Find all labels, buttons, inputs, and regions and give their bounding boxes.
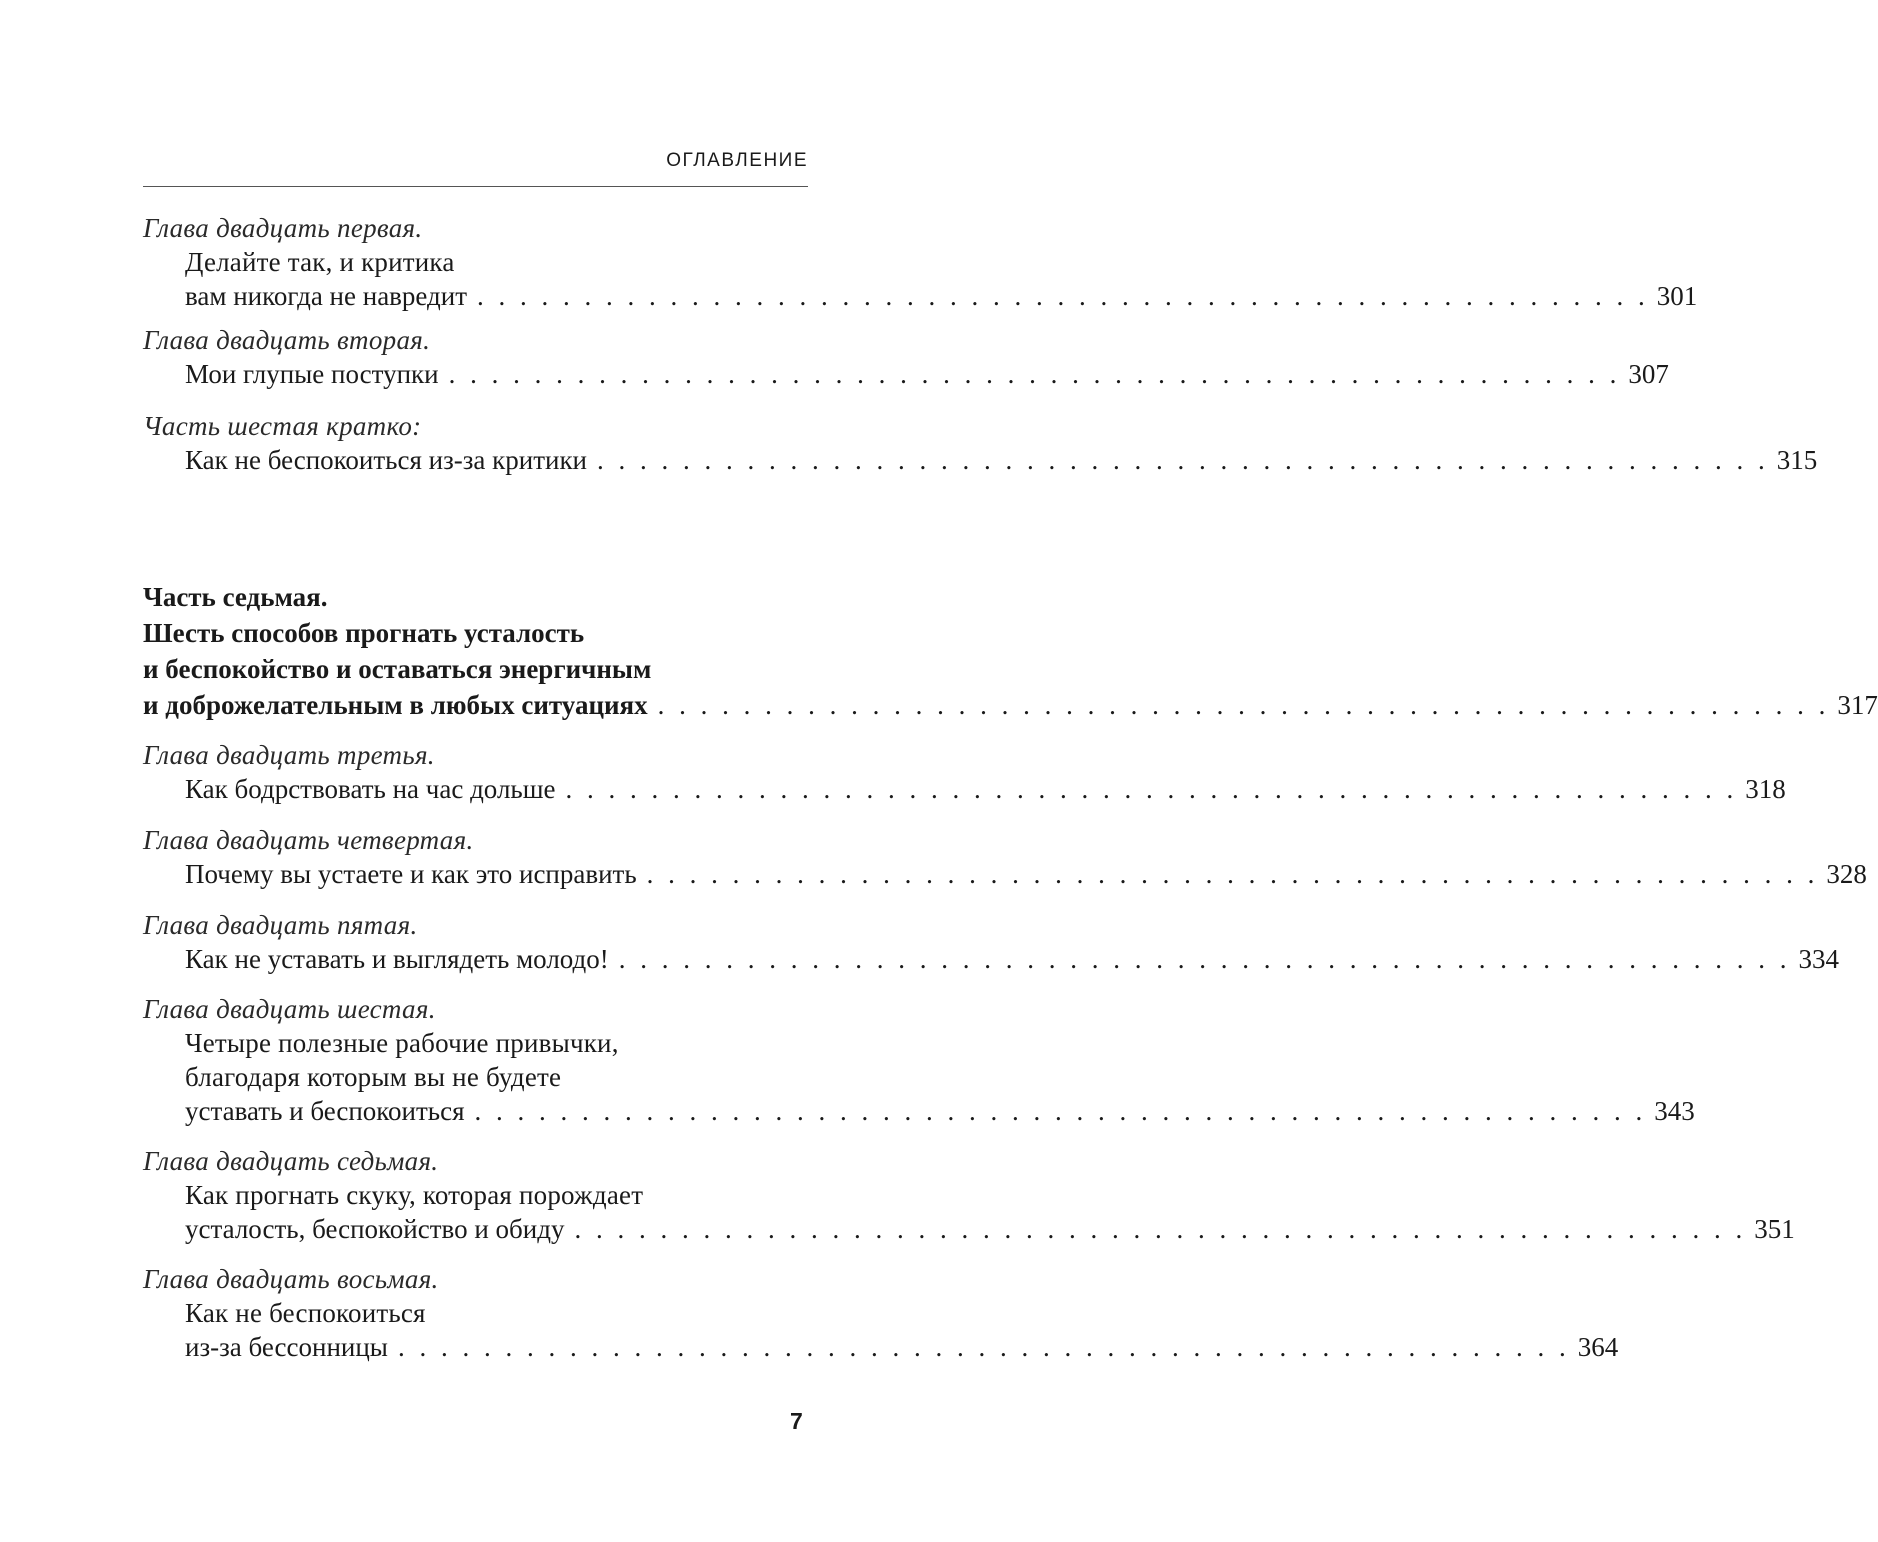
page-number: 301 bbox=[1656, 281, 1698, 311]
chapter-title-text: Как не уставать и выглядеть молодо! bbox=[185, 944, 609, 974]
chapter-label: Глава двадцать седьмая. bbox=[143, 1146, 439, 1176]
chapter-title-last-line bbox=[143, 443, 1818, 477]
chapter-title-line: Четыре полезные рабочие привычки, bbox=[185, 1028, 619, 1058]
part-title-line: Часть седьмая. bbox=[143, 582, 328, 612]
toc-entry-part-7 bbox=[143, 579, 1878, 723]
chapter-title-last-line bbox=[143, 942, 1839, 976]
chapter-title-text: Как бодрствовать на час дольше bbox=[185, 774, 556, 804]
page-number: 318 bbox=[1745, 774, 1786, 804]
chapter-title-last-line bbox=[143, 772, 1786, 806]
toc-entry-chapter-21 bbox=[143, 211, 1698, 313]
dot-leader: . . . . . . . . . . . . . . . . . . . . . . . . . . . . . . . . . . . . . . . . . . . . . . . . . . . . . . . bbox=[474, 1096, 1647, 1126]
chapter-title-last-line bbox=[143, 279, 1698, 313]
chapter-title-last-line bbox=[143, 1212, 1795, 1246]
chapter-label: Глава двадцать пятая. bbox=[143, 910, 418, 940]
chapter-title-last-line bbox=[143, 1094, 1695, 1128]
toc-entry-chapter-22 bbox=[143, 323, 1669, 391]
chapter-title-line: Как не беспокоиться bbox=[185, 1298, 426, 1328]
dot-leader: . . . . . . . . . . . . . . . . . . . . . . . . . . . . . . . . . . . . . . . . . . . . . . . . . . . . . . . bbox=[618, 944, 1791, 974]
chapter-title-text: из-за бессонницы bbox=[185, 1332, 388, 1362]
chapter-label: Глава двадцать восьмая. bbox=[143, 1264, 439, 1294]
chapter-title-last-line bbox=[143, 357, 1669, 391]
chapter-title-text: уставать и беспокоиться bbox=[185, 1096, 465, 1126]
header-rule bbox=[143, 186, 808, 187]
folio-page-number: 7 bbox=[790, 1408, 803, 1434]
toc-entry-chapter-25 bbox=[143, 908, 1839, 976]
page-number: 351 bbox=[1754, 1214, 1795, 1244]
dot-leader: . . . . . . . . . . . . . . . . . . . . . . . . . . . . . . . . . . . . . . . . . . . . . . . . . . . . . . . bbox=[448, 359, 1621, 389]
page-number: 307 bbox=[1628, 359, 1669, 389]
dot-leader: . . . . . . . . . . . . . . . . . . . . . . . . . . . . . . . . . . . . . . . . . . . . . . . . . . . . . . . bbox=[657, 690, 1830, 720]
chapter-title-text: Почему вы устаете и как это исправить bbox=[185, 859, 637, 889]
toc-entry-part-6-summary bbox=[143, 409, 1818, 477]
chapter-label: Глава двадцать шестая. bbox=[143, 994, 436, 1024]
part-title-line: Шесть способов прогнать усталость bbox=[143, 618, 585, 648]
part-summary-label: Часть шестая кратко: bbox=[143, 411, 422, 441]
page-number: 328 bbox=[1826, 859, 1867, 889]
chapter-title-text: Мои глупые поступки bbox=[185, 359, 439, 389]
toc-entry-chapter-23 bbox=[143, 738, 1786, 806]
chapter-title-line: Делайте так, и критика bbox=[185, 247, 455, 277]
part-title-text: и доброжелательным в любых ситуациях bbox=[143, 690, 648, 720]
page-number: 343 bbox=[1654, 1096, 1695, 1126]
page-number: 315 bbox=[1776, 445, 1818, 475]
chapter-title-line: Как прогнать скуку, которая порождает bbox=[185, 1180, 644, 1210]
chapter-label: Глава двадцать вторая. bbox=[143, 325, 431, 355]
chapter-label: Глава двадцать первая. bbox=[143, 213, 423, 243]
part-title-line: и беспокойство и оставаться энергичным bbox=[143, 654, 652, 684]
chapter-label: Глава двадцать четвертая. bbox=[143, 825, 474, 855]
dot-leader: . . . . . . . . . . . . . . . . . . . . . . . . . . . . . . . . . . . . . . . . . . . . . . . . . . . . . . . bbox=[477, 281, 1649, 311]
dot-leader: . . . . . . . . . . . . . . . . . . . . . . . . . . . . . . . . . . . . . . . . . . . . . . . . . . . . . . . bbox=[397, 1332, 1570, 1362]
chapter-title-line: благодаря которым вы не будете bbox=[185, 1062, 562, 1092]
toc-entry-chapter-24 bbox=[143, 823, 1867, 891]
dot-leader: . . . . . . . . . . . . . . . . . . . . . . . . . . . . . . . . . . . . . . . . . . . . . . . . . . . . . . . bbox=[574, 1214, 1747, 1244]
dot-leader: . . . . . . . . . . . . . . . . . . . . . . . . . . . . . . . . . . . . . . . . . . . . . . . . . . . . . . . bbox=[597, 445, 1769, 475]
toc-entry-chapter-27 bbox=[143, 1144, 1795, 1246]
toc-entry-chapter-28 bbox=[143, 1262, 1619, 1364]
dot-leader: . . . . . . . . . . . . . . . . . . . . . . . . . . . . . . . . . . . . . . . . . . . . . . . . . . . . . . . bbox=[646, 859, 1819, 889]
running-header: ОГЛАВЛЕНИЕ bbox=[666, 150, 808, 171]
page-number: 364 bbox=[1577, 1332, 1619, 1362]
chapter-title-last-line bbox=[143, 857, 1867, 891]
chapter-title-text: усталость, беспокойство и обиду bbox=[185, 1214, 565, 1244]
page-number: 334 bbox=[1798, 944, 1839, 974]
dot-leader: . . . . . . . . . . . . . . . . . . . . . . . . . . . . . . . . . . . . . . . . . . . . . . . . . . . . . . . bbox=[565, 774, 1738, 804]
chapter-title-text: вам никогда не навредит bbox=[185, 281, 468, 311]
toc-entry-chapter-26 bbox=[143, 992, 1695, 1128]
chapter-label: Глава двадцать третья. bbox=[143, 740, 435, 770]
part-title-last-line bbox=[143, 687, 1878, 723]
chapter-title-text: Как не беспокоиться из-за критики bbox=[185, 445, 588, 475]
page-number: 317 bbox=[1837, 690, 1878, 720]
chapter-title-last-line bbox=[143, 1330, 1619, 1364]
